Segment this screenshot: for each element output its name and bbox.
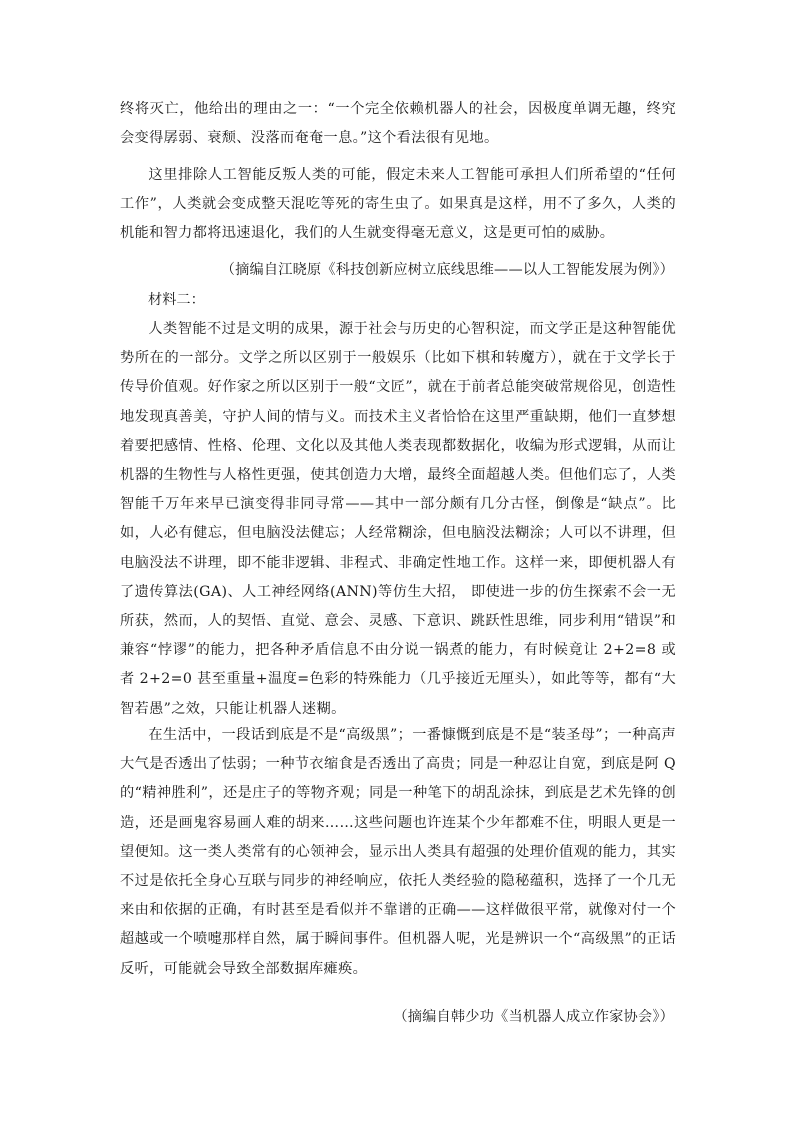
- material-2-label: 材料二：: [148, 292, 205, 308]
- paragraph-human-intelligence: 人类智能不过是文明的成果，源于社会与历史的心智积淀，而文学正是这种智能优势所在的一部分。文学之所以区别于一般娱乐（比如下棋和转魔方），就在于文学长于传导价值观。好作家之所以区别于一般“文匠”，就在于前者总能突破常规俗见，创造性地发现真善美，守护人间的情与义。而技术主义者恰恰在这里严重缺期，他们一直梦想着要把感情、性格、伦理、文化以及其他人类表现都数据化，收编为形式逻辑，从而让机器的生物性与人格性更强，使其创造力大增，最终全面超越人类。但他们忘了，人类智能千万年来早已演变得非同寻常——其中一部分颇有几分古怪，倒像是“缺点”。比如，人必有健忘，但电脑没法健忘；人经常糊涂，但电脑没法糊涂；人可以不讲理，但电脑没法不讲理，即不能非逻辑、非程式、非确定性地工作。这样一来，即便机器人有了遗传算法(GA)、人工神经网络(ANN)等仿生大招， 即使进一步的仿生探索不会一无所获，然而，人的契悟、直觉、意会、灵感、下意识、跳跃性思维，同步利用“错误”和兼容“悖谬”的能力，把各种矛盾信息不由分说一锅煮的能力，有时候竟让 2+2=8 或者 2+2=0 甚至重量+温度=色彩的特殊能力（几乎接近无厘头），如此等等，都有“大智若愚”之效，只能让机器人迷糊。: [120, 321, 676, 717]
- source-citation-2: （摘编自韩少功《当机器人成立作家协会》）: [393, 1009, 674, 1025]
- paragraph-ai-threat: 这里排除人工智能反叛人类的可能，假定未来人工智能可承担人们所希望的“任何工作”，人类就会变成整天混吃等死的寄生虫了。如果真是这样，用不了多久，人类的机能和智力都将迅速退化，我们的人生就变得毫无意义，这是更可怕的威胁。: [120, 167, 676, 242]
- paragraph-continuation: 终将灭亡，他给出的理由之一：“一个完全依赖机器人的社会，因极度单调无趣，终究会变得孱弱、衰颓、没落而奄奄一息。”这个看法很有见地。: [120, 101, 676, 147]
- source-citation-1: （摘编自江晓原《科技创新应树立底线思维——以人工智能发展为例》）: [220, 262, 674, 278]
- paragraph-life-examples: 在生活中，一段话到底是不是“高级黑”；一番慷慨到底是不是“装圣母”；一种高声大气是否透出了怯弱；一种节衣缩食是否透出了高贵；同是一种忍让自宽，到底是阿 Q 的“精神胜利”，还是庄子的等物齐观；同是一种笔下的胡乱涂抹，到底是艺术先锋的创造，还是画鬼容易画人难的胡来……这些问题也许连某个少年都难不住，明眼人更是一望便知。这一类人类常有的心领神会，显示出人类具有超强的处理价值观的能力，其实不过是依托全身心互联与同步的神经响应，依托人类经验的隐秘蕴积，选择了一个几无来由和依据的正确，有时甚至是看似并不靠谱的正确——这样做很平常，就像对付一个超越或一个喷嚏那样自然，属于瞬间事件。但机器人呢，光是辨识一个“高级黑”的正话反听，可能就会导致全部数据库瘫痪。: [120, 727, 676, 977]
